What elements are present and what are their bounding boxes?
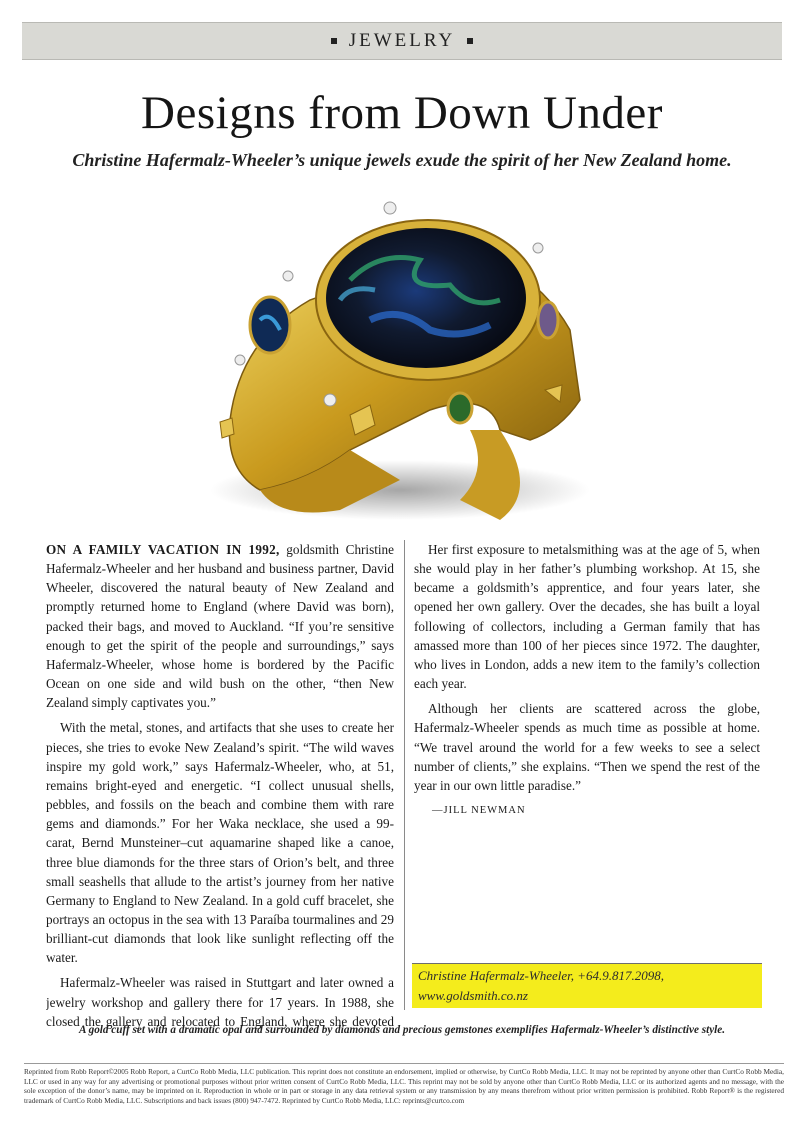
- reprint-notice: Reprinted from Robb Report©2005 Robb Report, a CurtCo Robb Media, LLC publication. This reprint does not constitute an endorsement, implied or otherwise, by CurtCo Robb Media, LLC. It may not be reprinted by anyone other than CurtCo Robb Media, LLC or used in any way for any advertising or promotional purposes without prior written consent of CurtCo Robb Media, LLC. This reprint may not be sold by anyone other than CurtCo Robb Media, LLC or its authorized agents and no message, with the sole exception of the donor’s name, may be imprinted on it. Reproduction in whole or in part or storage in any data retrieval system or any transmission by any means therefrom without prior written permission is prohibited. Robb Report® is the registered trademark of CurtCo Robb Media, LLC. Subscriptions and back issues (800) 947-7472. Reprinted by CurtCo Robb Media, LLC: reprints@curtco.com: [24, 1063, 784, 1105]
- section-label: JEWELRY: [348, 30, 456, 51]
- article-column-left: [46, 540, 394, 1036]
- article-paragraph-4: Her first exposure to metalsmithing was at the age of 5, when she would play in her father’s plumbing workshop. At 15, she became a goldsmith’s apprentice, and four years later, she opened her own gallery. Over the decades, she has built a loyal following of collectors, including a German family that has amassed more than 100 of her pieces since 1972. The daughter, who lives in London, adds a new item to the family’s collection each year.: [414, 542, 760, 692]
- contact-name-phone: Christine Hafermalz-Wheeler, +64.9.817.2098,: [418, 968, 665, 983]
- article-column-right: [414, 540, 760, 820]
- lead-in-caps: ON A FAMILY VACATION IN 1992,: [46, 542, 280, 557]
- bullet-left-icon: [331, 38, 337, 44]
- paragraph-1-text: goldsmith Christine Hafermalz-Wheeler and her husband and business partner, David Wheeler, discovered the natural beauty of New Zealand and promptly returned home to England (where David was born), packed their bags, and moved to Auckland. “If you’re sensitive enough to get the spirit of the people and surroundings,” says Hafermalz-Wheeler, whose home is bordered by the Pacific Ocean on one side and wild bush on the other, “then New Zealand simply captivates you.”: [46, 542, 395, 711]
- article-paragraph-1: [46, 540, 394, 712]
- article-paragraph-5: Although her clients are scattered across the globe, Hafermalz-Wheeler spends as much time as possible at home. “We travel around the world for a few weeks to see a select number of clients,” she explains. “Then we spend the rest of the year in our own little paradise.”: [414, 701, 760, 793]
- byline: —JILL NEWMAN: [432, 805, 526, 817]
- article-title: Designs from Down Under: [141, 87, 663, 139]
- article-subtitle: Christine Hafermalz-Wheeler’s unique jewels exude the spirit of her New Zealand home.: [72, 150, 732, 170]
- bullet-right-icon: [467, 38, 473, 44]
- article-paragraph-3: Hafermalz-Wheeler was raised in Stuttgart and later owned a jewelry workshop and gallery there for 17 years. In 1988, she closed the gallery and relocated to England, where she devoted: [46, 975, 394, 1029]
- section-header: [22, 22, 782, 60]
- photo-caption: A gold cuff set with a dramatic opal and surrounded by diamonds and precious gemstones exemplifies Hafermalz-Wheeler’s distinctive style.: [78, 1024, 726, 1036]
- gold-cuff-photo: [200, 190, 600, 530]
- column-divider: [404, 540, 405, 1010]
- contact-website-link[interactable]: www.goldsmith.co.nz: [418, 988, 528, 1003]
- article-paragraph-2: With the metal, stones, and artifacts that she uses to create her pieces, she tries to evoke New Zealand’s spirit. “The wild waves inspire my gold work,” says Hafermalz-Wheeler, who, at 51, remains bright-eyed and energetic. “I collect unusual shells, pebbles, and fossils on the beach and combine them with rare gems and diamonds.” For her Waka necklace, she used a 99-carat, Bernd Munsteiner–cut aquamarine shaped like a canoe, three blue diamonds for the three stars of Orion’s belt, and three small seashells that allude to the artist’s journey from her native Germany to England to New Zealand. In a gold cuff bracelet, she portrays an octopus in the sea with 13 Paraíba tourmalines and 29 brilliant-cut diamonds that look like sunlight reflecting off the water.: [46, 720, 394, 966]
- contact-box: [412, 963, 762, 1008]
